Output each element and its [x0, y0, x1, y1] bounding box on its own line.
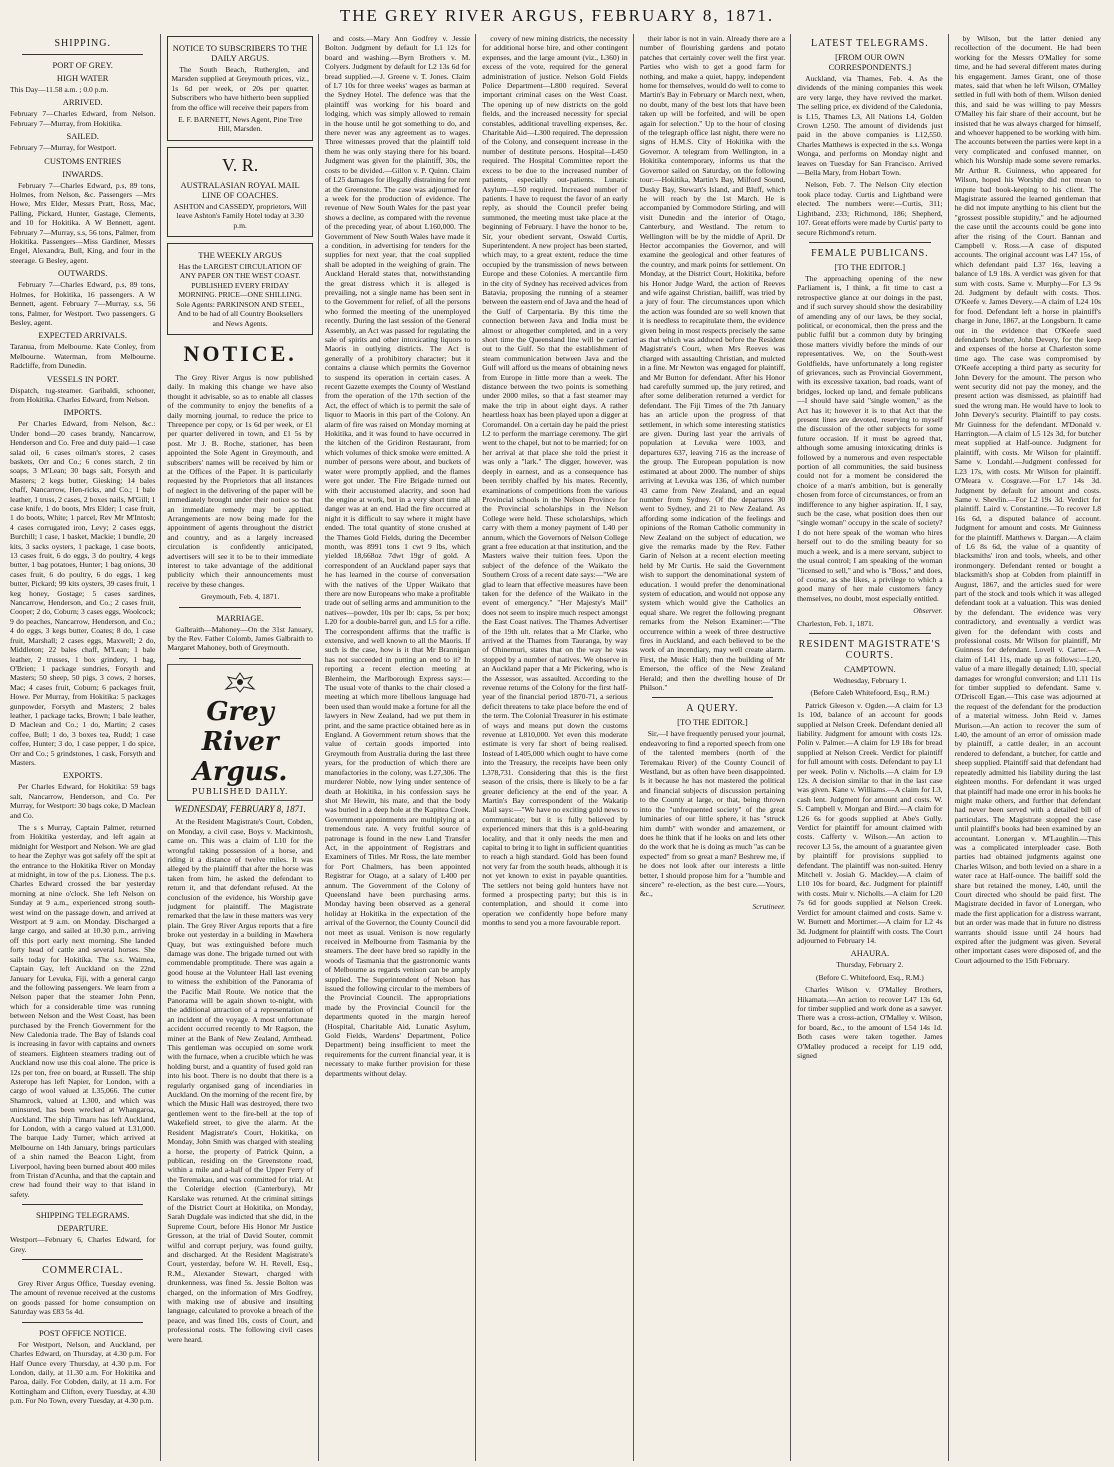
camptown-cases: Patrick Gleeson v. Ogden.—A claim for L3 1s 10d, balance of an account for goods supplied at Nelson Creek. Defendant denied all liability. Judgment for amount with costs 12s. Polin v. Palmer.—A claim for L9 18s for bread supplied at Nelson Creek. Verdict for plaintiff for full amount with costs. Defendant to pay L1 per week. Polin v. Nicholls.—A claim for L9 12s. A decision similar to that in the last case was given. Kane v. Williams.—A claim for L3, cash lent. Judgment for amount and costs. W. S. Campbell v. Morgan and Bird.—A claim for L26 6s for goods supplied at Abe's Gully. Verdict for plaintiff for amount claimed with costs. Cafferty v. Wilson.—An action to recover L3 5s, the amount of a guarantee given by plaintiff for provisions supplied to defendant. The plaintiff was non-suited. Henry Mitchell v. Josiah G. Mackley.—A claim of L10 10s for board, &c. Judgment for plaintiff with costs. Muir v. Nicholls.—A claim for L20 7s 6d for goods supplied at Nelson Creek. Verdict for amount claimed and costs. Same v. W. Burnett and Mortimer.—A claim for L2 4s 3d. Judgment for plaintiff with costs. The Court adjourned to February 14. — [797, 700, 943, 945]
editorial-text: At the Resident Magistrate's Court, Cobden, on Monday, a civil case, Boys v. Mackintosh, came on. This was a claim of L10 for the wrongful taking possession of a horse, and riding it a distance of twelve miles. It was alleged by the plaintiff that after the horse was taken from him, he asked the defendant to return it, and that defendant refused. At the conclusion of the evidence, his Worship gave judgment for plaintiff. The Magistrate remarked that the law in these matters was very plain. The Grey River Argus reports that a fire broke out yesterday in a building in Mawhera Quay, but was extinguished before much damage was done. The brigade turned out with commendable promptitude. There was again a good house at the Volunteer Hall last evening to witness the exhibition of the Panorama of the Pacific Mail Route. We notice that the Panorama will be again shown to-night, with the additional attraction of a representation of an incident of the voyage. A most unfortunate accident occurred recently to Mr Ragson, the miner at the Bank of New Zealand, Arnthead. This gentleman was occupied on some work with the furnace, when a crucible which he was holding burst, and a quantity of fused gold ran into his boot. There is no doubt that there is a regularly organised gang of incendiaries in Auckland. On the morning of the recent fire, by which the Music Hall was destroyed, there two gentlemen went to the fire-bell at the top of Wakefield street, to give the alarm. At the Resident Magistrate's Court, Hokitika, on Monday, John Smith was charged with stealing a horse, the property of Patrick Quinn, a publican, residing on the Greenstone road, within a mile and a-half of the Upper Ferry of the Teremakau, and was committed for trial. At the Coleridge election (Canterbury), Mr Karslake was returned. At the criminal sittings of the District Court at Hokitika, on Monday, Sarah Dugdale was indicted that she did, in the Supreme Court, before His Honor Mr Justice Gresson, at the trial of David Souter, commit wilful and corrupt perjury, was found guilty, and discharged. At the Resident Magistrate's Court, yesterday, before W. H. Revell, Esq., R.M., Alexander Stewart, charged with drunkenness, was fined 5s. Jessie Bolton was charged, on the information of Mrs Godfrey, with making use of abusive and insulting language, calculated to provoke a breach of the peace, and was fined 10s, costs of Court, and professional costs. The following civil cases were heard. — [167, 817, 313, 1344]
arrived-text: February 7—Charles Edward, from Nelson. February 7—Murray, from Hokitika. — [10, 109, 156, 128]
marriage-text: Galbraith—Mahoney—On the 31st January, by the Rev. Father Colomb, James Galbraith to Margaret Mahoney, both of Greymouth. — [167, 624, 313, 653]
divider — [22, 1322, 143, 1323]
column-7-text: by Wilson, but the latter denied any recollection of the document. He had been working for the Messrs O'Malley for some time, and he had several different mates during his engagement. James Grant, one of those mates, said that when he left Wilson, O'Malley settled in full with both of them. Wilson denied this, and said he was willing to pay Messrs O'Malley his fair share of their account, but he insisted that he was always charged for himself, and whoever happened to be working with him. The accounts between the parties were kept in a very complicated and confused manner, on which his Worship made some severe remarks. Mr Arthur R. Guinness, who appeared for Wilson, hoped his Worship did not mean to impute bad book-keeping to his client. The Magistrate assured the learned gentleman that he did not impute anything to his client but the "grossest possible stupidity," and he adjourned the case until the accounts could be gone into after the rising of the Court. Bannan and Campbell v. Ross.—A case of disputed accounts. The original account was L47 15s, of which defendant paid L37 16s, leaving a balance of L9 18s. A verdict was given for that sum with costs. Same v. Murphy—For L3 9s 2d. Judgment by default with costs. Thos. O'Keefe v. James Devery.—A claim of L24 10s for food. Defendant left a horse in plaintiff's charge in June, 1867, at the Longsburn. It came out in the evidence that O'Keefe sued defendant's brother, John Devery, for the keep and expenses of the horse at Charleston some time ago. The case was compromised by O'Keefe accepting a third party as security for John Devery for the amount. The person who went security did not pay the money, and the present action was dismissed, as plaintiff had sued the wrong man. He would have to look to John Devery's security. Plaintiff to pay costs. Mr Guinness for the defendant. M'Donald v. Harrington.—A claim of L5 12s 3d, for butcher meat supplied at Half-ounce. Judgment for plaintiff, with costs. Mr Wilson for plaintiff. Same v. Londahl.—Judgment confessed for L23 17s, with costs. Mr Wilson for plaintiff. O'Meara v. Cosgrave.—For L7 14s 3d. Judgment by default for amount and costs. Same v. Shevlin.—For L2 19s 3d. Verdict for plaintiff. Laird v. Constantine.—To recover L8 16s 6d, a disputed balance of account. Judgment for amount and costs. Mr Guinness for the plaintiff. Matthews v. Dargan.—A claim of L6 8s 6d, the value of a quantity of blacksmiths' iron and tools, wheels, and other ironmongery. Defendant rented or bought a blacksmith's shop at Cobden from plaintiff in August, 1867, and the articles sued for were part of the stock and tools which it was alleged defendant took at a valuation. This was denied by the defendant. The evidence was very contradictory, and eventually a verdict was given for the defendant with costs and professional costs. Mr Wilson for plaintiff, Mr Guinness for defendant. Lovell v. Carter.—A claim of L41 11s, made up as follows:—L20, value of a mare illegally detained; L10, special damages for wrongful conversion; and L11 11s for timber supplied to defendant. Same v. O'Driscoll Egan.—This case was adjourned at the request of the defendant for the production of a material witness. John Reid v. James Murison.—An action to recover the sum of L40, the amount of an error of omission made by plaintiff, a cattle dealer, in an account rendered to defendant, a butcher, for cattle and sheep supplied. Plaintiff said that defendant had repeatedly admitted his liability during the last eighteen months. For defendant it was urged that plaintiff had made one error in his books he might make others, and further that defendant had never been served with a detailed bill of particulars. The Magistrate stopped the case until plaintiff's books had been examined by an accountant. Lonergan v. M'Laughlin.—This was a complicated interpleader case. Both parties had obtained judgments against one Charles Wilson, and both levied on a share in a water race at Half-ounce. The bailiff sold the share but retained the money, L40, until the Court directed who should be paid first. The Magistrate decided in favor of Lonergan, who made the first application for a distress warrant, but an order was made that in future no distress warrants should issue until 24 hours had expired after the judgment was given. Several other important cases were disposed of, and the Court adjourned to the 15th February. — [954, 34, 1101, 965]
sailed-text: February 7—Murray, for Westport. — [10, 143, 117, 153]
column-3-text: and costs.—Mary Ann Godfrey v. Jessie Bolton. Judgment by default for L1 12s for board and washing.—Byrn Brothers v. M. Colyers. Judgment by default for L2 13s 6d for bread supplied.—J. Greene v. T. Jones. Claim of L7 10s for three weeks' wages as barman at the Sydney Hotel. The defence was that the plaintiff was working for his board and lodging, which was simply allowed to remain in the house until he got something to do, and there never was any agreement as to wages. Three witnesses proved that the plaintiff told them he was only staying there for his board. Judgment was given for the plaintiff, 30s, the costs to be divided.—Gillon v. P. Quinn. Claim of L25 damages for illegally distraining for rent at the Greenstone. The case was adjourned for a week for the production of evidence. The revenue of New South Wales for the past year shows a decline, as compared with the revenue of the preceding year, of about L160,000. The Government of New South Wales have made it a condition, in advertising for tenders for the supplies for next year, that the coal supplied shall be adopted in the weighing of grain. The Auckland Herald states that, notwithstanding the great distress which it is alleged is prevailing, not a single name has been sent in to the Government for relief, of all the persons who formed the meeting of the unemployed recently. During the last session of the General Assembly, an Act was passed for regulating the sale of spirits and other intoxicating liquors to Maoris in outlying districts. The Act is generally of a prohibitory character; but it contains a clause which permits the Governor to suspend its operation in certain cases. A recent Gazette exempts the County of Westland from the operation of the 17th section of the Act, the effect of which is to permit the sale of liquor to Maoris in this part of the Colony. An alarm of fire was raised on Monday morning at Hokitika, and it was found to have occurred in the kitchen of the Gridiron Restaurant, from which volumes of thick smoke were emitted. A number of persons were about, and buckets of water were promptly applied, and the flames were got under. The Fire Brigade turned out with their accustomed alacrity, and soon had the engine at work, but in a very short time all danger was at an end. Had the fire occurred at night it is difficult to say where it might have ended. The total quantity of stone crushed at the Thames Gold Fields, during the December month, was 8991 tons 1 cwt 9 lbs, which yielded 18,668oz 7dwt 19gr of gold. A correspondent of an Auckland paper says that he has learned in the course of conversation with the natives of the Upper Waikato that there are now Europeans who make a profitable trade out of selling arms and ammunition to the natives—powder, 10s per lb: caps, 5s per box; L20 for a double-barrel gun, and L5 for a rifle. The correspondent affirms that the traffic is extensive, and well known to all the Maoris. If such is the case, how is it that Mr Brannigan has not succeeded in putting an end to it? In reporting a recent election meeting at Blenheim, the Marlborough Express says:—The usual vote of thanks to the chair closed a meeting at which more libellous language had been used than would make a fortune for all the lawyers in New Zealand, had we put them in print, and the same practice obtained here as in England. A Government return shows that the value of certain goods imported into Greymouth from Australia during the last three years, for the production of which there are manufactories in the colony, was L27,306. The murderer Noble, now lying under sentence of death at Hokitika, in his confession says he shot Mr Hewitt, his mate, and that the body was buried in a deep hole at the Kapitea Creek. Government appointments are multiplying at a tremendous rate. A very fruitful source of patronage is found in the new Land Transfer Act, in the appointment of Registrars and Examiners of Titles. Mr Ross, the late member for Port Chalmers, has been appointed Registrar for Otago, at a salary of L400 per annum. The Government of the Colony of Queensland have been purchasing arms. Monday having been observed as a general holiday at Hokitika in the expectation of the arrival of the Governor, the County Council did not meet as usual. Venison is now regularly received in Melbourne from Tasmania by the steamers. The deer have bred so rapidly in the woods of Tasmania that the gastronomic wants of Melbourne as regards venison can be amply supplied. The Superintendent of Nelson has issued the following circular to the members of the Provincial Council. The appropriations made by the Provincial Council for the departments quoted in the margin hereof (Hospital, Charitable Aid, Lunatic Asylum, Gold Fields, Wardens' Department, Police Department) being insufficient to meet the requirements for the current financial year, it is necessary to make further provision for these departments without delay. — [324, 34, 471, 1078]
arrived-heading: ARRIVED. — [62, 97, 103, 108]
divider — [22, 1204, 143, 1205]
column-5 — [640, 34, 791, 1461]
divider — [22, 1259, 143, 1260]
ahaura-cases: Charles Wilson v. O'Malley Brothers, Hikamata.—An action to recover L47 13s 6d, for timber supplied and work done as a sawyer. There was a cross-action, O'Malley v. Wilson, for board, &c., to the amount of L54 14s 1d. Both cases were taken together. James O'Malley produced a receipt for L19 odd, signed — [797, 985, 943, 1060]
weekly-heading: THE WEEKLY ARGUS — [198, 250, 282, 261]
commercial-text: Grey River Argus Office, Tuesday evening. The amount of revenue received at the customs on goods passed for home consumption on Saturday was £83 5s 4d. — [10, 1279, 156, 1317]
column-7 — [955, 34, 1106, 1461]
divider — [652, 697, 773, 698]
expected-text: Taranua, from Melbourne. Kate Conley, from Melbourne. Waterman, from Melbourne. Radcliffe, from Dunedin. — [10, 342, 156, 371]
subscribers-text: The South Beach, Rutherglen, and Marsden supplied at Greymouth prices, viz., 1s 6d per week, or 20s per quarter. Subscribers who have hitherto been supplied from the office will receive their papers from — [171, 65, 309, 112]
shipping-telegrams-heading: SHIPPING TELEGRAMS. — [36, 1210, 130, 1221]
camptown-date: Wednesday, February 1. — [833, 675, 907, 685]
outwards-heading: OUTWARDS. — [58, 268, 108, 279]
divider — [179, 607, 300, 608]
crest-icon — [220, 671, 260, 693]
newspaper-nameplate: Grey River Argus. — [192, 696, 288, 787]
weekly-text: Has the LARGEST CIRCULATION OF ANY PAPER ON THE WEST COAST. PUBLISHED EVERY FRIDAY MORNING. PRICE—ONE SHILLING. Sole Agents: PARKINSON AND STEEL, And to be had of all Country Booksellers and News Agents. — [176, 262, 305, 328]
high-water-heading: HIGH WATER — [56, 73, 109, 83]
rm-courts-heading: RESIDENT MAGISTRATE'S COURTS. — [798, 638, 942, 661]
inwards-heading: INWARDS. — [62, 168, 104, 179]
port-heading: PORT OF GREY. — [52, 60, 113, 70]
shipping-heading: SHIPPING. — [54, 38, 111, 49]
exports-heading: EXPORTS. — [63, 770, 103, 781]
vessels-text: Dispatch, tug-steamer. Garibaldi, schooner, from Hokitika. Charles Edward, from Nelson. — [10, 385, 156, 404]
query-heading: A QUERY. — [686, 703, 739, 715]
imports-heading: IMPORTS. — [63, 407, 102, 418]
subscribers-notice — [167, 36, 312, 141]
customs-heading: CUSTOMS ENTRIES — [44, 155, 122, 166]
ahaura-date: Thursday, February 2. — [836, 960, 904, 970]
inwards-text: February 7—Charles Edward, p.s, 89 tons, Holmes, from Nelson, &c. Passengers —Mrs Howe, Mrs Elder, Messrs Pratt, Ross, Mac, Palling, Pickard, Hunter, Gastage, Clements, and 10 for Hokitika. A W Bennett, agent. February 7—Murray, s.s, 56 tons, Palmer, from Hokitika. Passengers—Miss Gardiner, Messrs Engel, Alexandra, Bull, King, and four in the steerage. G Besley, agent. — [10, 180, 156, 265]
divider — [22, 54, 143, 55]
post-office-text: For Westport, Nelson, and Auckland, per Charles Edward, on Thursday, at 4.30 p.m. For Half Ounce every Thursday, at 4.30 p.m. For London, daily, at 11.30 a.m. For Hokitika and Paroa, daily. For Cobden, daily, at 11 a.m. For Kottingham and Clifton, every Tuesday, at 4.30 p.m. For No Town, every Tuesday, at 4.30 p.m. — [10, 1339, 156, 1406]
dateline: WEDNESDAY, FEBRUARY 8, 1871. — [174, 803, 306, 814]
exports-text: Per Charles Edward, for Hokitika: 59 bags salt, Nancarrow, Henderson, and Co. Per Murray, for Westport: 30 bags coke, D Maclean and Co. — [10, 782, 156, 820]
female-publicans-heading: FEMALE PUBLICANS. — [811, 247, 929, 259]
nelson-telegram: Nelson, Feb. 7. The Nelson City election took place today. Curtis and Lightband were elected. The numbers were:—Curtis, 311; Lightband, 233; Richmond, 186; Shepherd, 107. Great efforts were made by Curtis' party to secure Richmond's return. — [797, 180, 943, 237]
departure-text: Westport—February 6, Charles Edward, for Grey. — [10, 1235, 156, 1254]
high-water-text: This Day—11.58 a.m. ; 0.0 p.m. — [10, 85, 109, 94]
departure-heading: DEPARTURE. — [57, 1223, 109, 1234]
shipping-news: The s s Murray, Captain Palmer, returned from Hokitika yesterday, and left again at midnight for Westport and Nelson. We are glad to hear the Zephyr was got safely off the spit at the entrance to the Hokitika River on Monday at midnight, in tow of the p.s. Lioness. The p.s. Charles Edward crossed the bar yesterday morning at nine o'clock. She left Nelson on Sunday at 9 a.m., experienced strong south-west wind on the passage down, and arrived at Westport at 9 a.m. on Monday. Discharged a large cargo, and sailed at 10.30 p.m., arriving off this port early next morning. She landed forty head of cattle and several horses. She sails today for Hokitika. The s.s. Waimea, Captain Gay, left Auckland on the 22nd January for Levuka, Fiji, with a general cargo and the following passengers. We learn from a Nelson paper that the steamer John Penn, which for a considerable time was running between Nelson and the West Coast, has been purchased by the French Government for the New Caledonia trade. The Bay of Islands coal is increasing in favor with captains and owners of steamers. Eighteen steamers trading out of Auckland now use this coal alone. The price is 12s per ton, free on board, at Russell. The ship Asterope has left Napier, for London, with a cargo of wool valued at L35,066. The cutter Shamrock, valued at L300, and which was uninsured, has been wrecked at Whangaroa, Auckland. The ship Timaru has left Auckland, for London, with a cargo valued at L31,000. The barque Lady Turner, which arrived at Melbourne on 14th January, brings particulars of a shin named the Beacon Light, from Liverpool, having been burned about 400 miles from Tristan d'Acunha, and that the captain and crew had found their way to that island in safety. — [10, 823, 156, 1199]
sailed-heading: SAILED. — [66, 131, 99, 142]
column-3 — [325, 34, 476, 1461]
ahaura-before: (Before C. Whitefoord, Esq., R.M.) — [815, 972, 924, 982]
expected-heading: EXPECTED ARRIVALS. — [38, 330, 128, 341]
page-masthead: THE GREY RIVER ARGUS, FEBRUARY 8, 1871. — [339, 6, 775, 25]
query-subheading: [TO THE EDITOR.] — [677, 717, 748, 728]
subscribers-agent: E. F. BARNETT, News Agent, Pine Tree Hill, Marsden. — [178, 115, 303, 134]
column-4 — [482, 34, 633, 1461]
female-publicans-subheading: [TO THE EDITOR.] — [834, 261, 906, 272]
latest-telegrams-heading: LATEST TELEGRAMS. — [810, 38, 929, 49]
outwards-text: February 7—Charles Edward, p.s, 89 tons, Holmes, for Hokitika, 16 passengers. A W Bennett, agent. February 7—Murray, s.s, 56 tons, Palmer, for Westport. Two passengers. G Besley, agent. — [10, 280, 156, 327]
column-6 — [797, 34, 948, 1461]
royal-cipher: V. R. — [222, 154, 259, 175]
nameplate-subtitle: PUBLISHED DAILY. — [191, 786, 289, 796]
notice-date: Greymouth, Feb. 4, 1871. — [201, 592, 280, 602]
divider — [179, 658, 300, 659]
column-5-text: their labor is not in vain. Already there are a number of flourishing gardens and potato patches that certainly cover well the first year. Parties who wish to get a good farm for nothing, and make a quiet, happy, independent home for themselves, would do well to come to Martin's Bay in February or March next, when, no doubt, many of the best lots that have been taken up will be forfeited, and will be open again for selection." Up to the hour of closing of the telegraph office last night, there were no signs of H.M.S. City of Hokitika with the Governor. A telegram from Wellington, in a Hokitika contemporary, informs us that the Governor sailed on Saturday, on the following tour:—Hokitika, Martin's Bay, Milford Sound, Dusky Bay, Stewart's Island, and Bluff, which he will reach by the 1st March. He is accompanied by Commodore Stirling, and will visit Dunedin and the interior of Otago, Canterbury, and Westland. The return to Wellington will be by the middle of April. Dr Hector accompanies the Governor, and will examine the geological and other features of the country, and mark points for settlement. On Monday, at the District Court, Hokitika, before his Honor Judge Ward, the action of Reeves and wife against Christian, bailiff, was tried by a jury of four. The circumstances upon which the action was founded are so well known that it is needless to recapitulate them, the evidence given being in most respects precisely the same as that which was adduced before the Resident Magistrate's Court, when Mrs Reeves was charged with assaulting Christian, and mulcted in a fine. Mr Newton was engaged for plaintiff, and Mr Button for defendant. After his Honor had carefully summed up, the jury retired, and after some deliberation returned a verdict for defendant. The Fiji Times of the 7th January has an article upon the progress of that settlement, in which some interesting statistics are given. During last year the arrivals of population at Levuka were 1003, and departures 637, leaving 716 as the increase of the group. The European population is now estimated at about 2000. The number of ships arriving at Levuka was 136, of which number 43 came from New Zealand, and an equal number from Sydney. Of the departures 30 went to Sydney, and 21 to New Zealand. As affording some indication of the feelings and opinions of the Roman Catholic community in New Zealand on the subject of education, we give the remarks made by the Rev. Father Garin of Nelson at a recent election meeting held by Mr Curtis. He said the Government wish to support the denominational system of education. I would prefer the denominational system of education, and would not oppose any system which would give the Catholics an equal share. We regret the following pregnant remarks from the Nelson Examiner:—"The occurrence within a week of three destructive fires in Auckland, and each believed to be the work of an incendiary, may well create alarm. First, the Music Hall; then the building of Mr Emerson, the office of the New Zealand Herald; and then the dwelling house of Dr Philson." — [639, 34, 786, 693]
column-4-text: covery of new mining districts, the necessity for additional horse hire, and other contingent expenses, and the large amount (viz., L360) in excess of the vote, required for the general administration of justice. Nelson Gold Fields Police Department—L800 required. Several important criminal cases on the West Coast. The opening up of new districts on the gold fields, and the increased necessity for special constables, additional travelling expenses, &c. Charitable Aid—L300 required. The depression of the Colony, and consequent increase in the number of destitute persons. Hospital—L450 required. The Hospital Committee report the excess to be due to the increased number of patients, especially out-patients. Lunatic Asylum—L50 required. Increased number of patients. I have to request the favor of an early reply, as should the Council prefer being summoned, the meeting must take place at the beginning of February. I have the honor to be, Sir, your obedient servant, Oswald Curtis, Superintendent. A new project has been started, which may, to a great extent, reduce the time occupied by the transmission of news between Europe and these Colonies. A mercantile firm in the city of Sydney has received advices from Batavia, proposing the running of a steamer between the eastern end of Java and the head of the Gulf of Carpentaria. By this time the connection between Java and India must be almost or altogether completed, and in a very short time the Queensland line will be carried out to the Gulf. So that the establishment of steam communication between Java and the Gulf will afford us the means of obtaining news from Europe in little more than a week. The distance between the two points is something under 2000 miles, so that a fast steamer may make the trip in about eight days. A rather heartless hoax has been played upon a digger at Coromandel. On a certain day he paid the priest L2 to perform the marriage ceremony. The girl went to the chapel, but not to be married; for on her arrival at that place she told the priest it was only a "lark." The digger, however, was deeply in earnest, and as a consequence has been terribly chaffed by his mates. Recently, examinations of competitions from the various Provincial schools in the Nelson Province for the Provincial scholarships in the Nelson College were held. These scholarships, which carry with them a money payment of L40 per annum, which the Governors of Nelson College grant a free education at that institution, and the Masters waive their tuition fees. Upon the subject of the defence of the Waikato the Southern Cross of a recent date says:—"We are glad to learn that effective measures have been taken for the defence of the Waikato in the event of emergency." "Her Majesty's Mail" does not seem to inspire much respect amongst the East Coast natives. The Thames Advertiser of the 19th ult. relates that a Mr Clarke, who arrived at the Thames from Tauranga, by way of Ohinemuri, states that on the way he was stopped by a number of natives. We observe in an Auckland paper that a Mr Pickering, who is the Assessor, was assaulted. According to the revenue returns of the Colony for the first half-year of the financial period 1870-71, a serious deficit threatens to take place before the end of the term. The Colonial Treasurer in his estimate of ways and means put down the customs revenue at L810,000. Yet even this moderate estimate is very far short of being realised. Instead of L405,000 which ought to have come into the Treasury, the receipts have been only L378,731. Considering that this is the first season of the crisis, there is likely to be a far greater deficiency at the end of the year. A Martin's Bay correspondent of the Wakatip Mail says:—"We have no exciting gold news to communicate; but it is fully believed by experienced miners that this is a gold-bearing locality, and that it only needs the men and capital to bring it to light in sufficient quantities to reach a high standard. Gold has been found not very far from the south heads, although it is not yet known to exist in payable quantities. The settlers not being gold hunters have not formed a prospecting party; but this is in contemplation, and should it come into operation we confidently hope before many months to send you a more favourable report. — [482, 34, 628, 928]
subscribers-heading: NOTICE TO SUBSCRIBERS TO THE DAILY ARGUS. — [172, 43, 308, 63]
coach-advert — [167, 147, 312, 237]
post-office-heading: POST OFFICE NOTICE. — [38, 1327, 127, 1338]
auckland-telegram: Auckland, via Thames, Feb. 4. As the dividends of the mining companies this week are very large, they have revived the market. The selling price, ex dividend of the Caledonia, is L15, Thames L3, All Nations L4, Golden Crown L250. The amount of dividends just paid in the above companies is L12,550. Charles Matthews is expected in the s.s. Wonga Wonga, and performs on Monday night and leaves on Tuesday for San Francisco. Arrived—Bella Mary, from Hobart Town. — [797, 74, 943, 178]
coach-text: ASHTON and CASSEDY, proprietors, Will leave Ashton's Family Hotel today at 3.30 p.m. — [173, 201, 307, 230]
notice-text: The Grey River Argus is now published daily. In making this change we have also thought it advisable, so as to enable all classes of the community to enjoy the benefits of a daily morning journal, to reduce the price to Threepence per copy, or 1s 6d per week, or £1 per quarter delivered in town, and £1 5s by post. Mr J. B. Roche, stationer, has been appointed the Sole Agent in Greymouth, and subscribers' names will be received by him or at the Offices of the Paper. It is particularly requested by the Proprietors that all instances of neglect in the delivering of the paper will be immediately brought under their notice so that an immediate remedy may be applied. Arrangements are now being made for the appointment of agents throughout the district and country, and as a largely increased circulation is confidently anticipated, advertisers will see it to be to their immediate interest to take advantage of the additional publicity which their announcements must receive by these changes. — [167, 372, 313, 589]
camptown-heading: CAMPTOWN. — [844, 663, 896, 674]
divider — [809, 242, 930, 243]
letter-signature: Observer. — [913, 606, 943, 616]
coach-heading: AUSTRALASIAN ROYAL MAIL LINE OF COACHES. — [180, 179, 300, 200]
column-grid — [10, 34, 1106, 1461]
column-2 — [167, 34, 318, 1461]
divider — [809, 633, 930, 634]
notice-heading: NOTICE. — [183, 340, 297, 366]
weekly-argus-advert — [167, 243, 312, 335]
commercial-heading: COMMERCIAL. — [42, 1265, 124, 1277]
column-1 — [10, 34, 161, 1461]
vessels-heading: VESSELS IN PORT. — [46, 373, 119, 384]
query-letter: Sir,—I have frequently perused your journal, endeavoring to find a reported speech from one of the talented members (north of the Teremakau River) of the County Council of Westland, but as often have been disappointed. Is it because he has not mastered the political and financial subjects of discussion pertaining to the County at large, or that, being thrown into the "unfrequented society" of the great luminaries of our little sphere, it has "struck him dumb" with wonder and amazement, or does he think that if he looks on and lets other do the work that he is doing as much "as can be expected" from so great a man? Beshrew me, if he does not look after our interests a little better, I should propose him for a "humble and sincere" re-election, as the best cure.—Yours, &c., — [639, 729, 786, 899]
nameplate — [167, 664, 312, 801]
telegrams-subheading: [FROM OUR OWN CORRESPONDENTS.] — [828, 52, 912, 72]
female-publicans-letter: The approaching opening of the new Parliament is, I think, a fit time to cast a retrospective glance at our doings in the past, and if such survey should show the desirability of amending any of our laws, be they social, political, or economical, then the press and the public fulfil but a common duty by bringing those matters vividly before the minds of our representatives. We, on the South-west Goldfields, have unfortunately a long register of grievances, such as Provincial Government, with its excessive taxation, bad roads, want of bridges, locked up land, and female publicans—I should have said "single women," as the Act has it; however it is to that Act that the present lines are devoted, reserving to myself the discussion of the other subjects for some future occasion. If it must be agreed that, although some amusing intoxicating drinks is followed by a numerous and even respectable portion of all communities, the said business could not for a moment be considered the choice of a man's ambition, but is generally chosen from force of circumstances, or from an indifference to any higher aspiration. If, I say, such be the case, what position does then our "single woman" occupy in the scale of society? I do not here speak of the woman who hires herself out to do the smiling beauty for so much a week, and is a mere servant, subject to the usual control; I am speaking of the woman "licensed to sell," and who is "Boss," and does, of course, as she likes, a privilege to which a good many of her male customers fancy themselves, no doubt, most especially entitled. — [797, 273, 943, 603]
query-signature: Scrutineer. — [752, 901, 786, 911]
marriage-heading: MARRIAGE. — [216, 612, 264, 623]
ahaura-heading: AHAURA. — [850, 948, 890, 959]
imports-text: Per Charles Edward, from Nelson, &c.: Under bond—20 cases brandy, Nancarrow, Henderson and Co. Free and duty paid—1 case salad oil, 6 cases oilman's stores, 2 cases baskets, Orr and Co.; 6 cones starch, 2 tin soaps, 3 M'Lean; 30 bags salt, Forsyth and Masters; 2 kegs butter, Giesking; 14 bales chaff, Nancarrow, Hen-ricks, and Co.; 1 bale leather, 1 truss, 2 cases, 2 boxes nails, M'Gill; 1 case knife, 1 do boots, Mrs Elder; 1 case fruit, 1 do boots, White; 1 parcel, Rev Mr M'Intosh; 4 cases corrugated iron, Levy; 2 cases eggs, Burchill; 1 case, 1 basket, Mackie; 1 bundle, 20 kits, 3 sacks oysters, 1 package, 1 case boots, 13 cases fruit, 6 do eggs, 3 do poultry, 4 kegs butter, 1 bag potatoes, Hunter; 1 bag onions, 30 cases fruit, 6 do poultry, 6 do eggs, 1 keg butter, Pickard; 99 kits oysters, 39 cases fruit, 1 keg honey, Gostage; 5 cases sardines, Nancarrow, Henderson, and Co.; 2 cases fruit, Cooper; 2 do, Coburn; 3 cases eggs, Woolcock; 9 do peaches, Nancarrow, Henderson, and Co.; 4 do eggs, 3 kegs butter, Coates; 8 do, 1 case fruit, Marshall; 2 cases eggs, Maxwell; 2 do, Middleton; 22 bales chaff, M'Lean; 1 bale leather, 2 trusses, 1 box grindery, 1 bag, O'Brien; 1 package sundries, Forsyth and Masters; 50 sheep, 50 pigs, 3 cows, 2 horses, Mac; 4 cases fruit, Coburn; 6 packages fruit, Howe. Per Murray, from Hokitika: 5 packages gunpowder, Forsyth and Masters; 2 bales leather, 1 package tacks, Brown; 1 bale leather, D Maclean and Co.; 1 do, Martin; 2 cases coffee, Bull; 1 do, 3 boxes tea, Rudd; 1 case coffee, Hunter; 3 do, 1 case pepper, 1 do spice, Orr and Co.; 5 grindstones, 1 cask, Forsyth and Masters. — [10, 419, 156, 767]
letter-place: Charleston, Feb. 1, 1871. — [797, 618, 874, 628]
camptown-before: (Before Caleb Whitefoord, Esq., R.M.) — [810, 688, 930, 698]
